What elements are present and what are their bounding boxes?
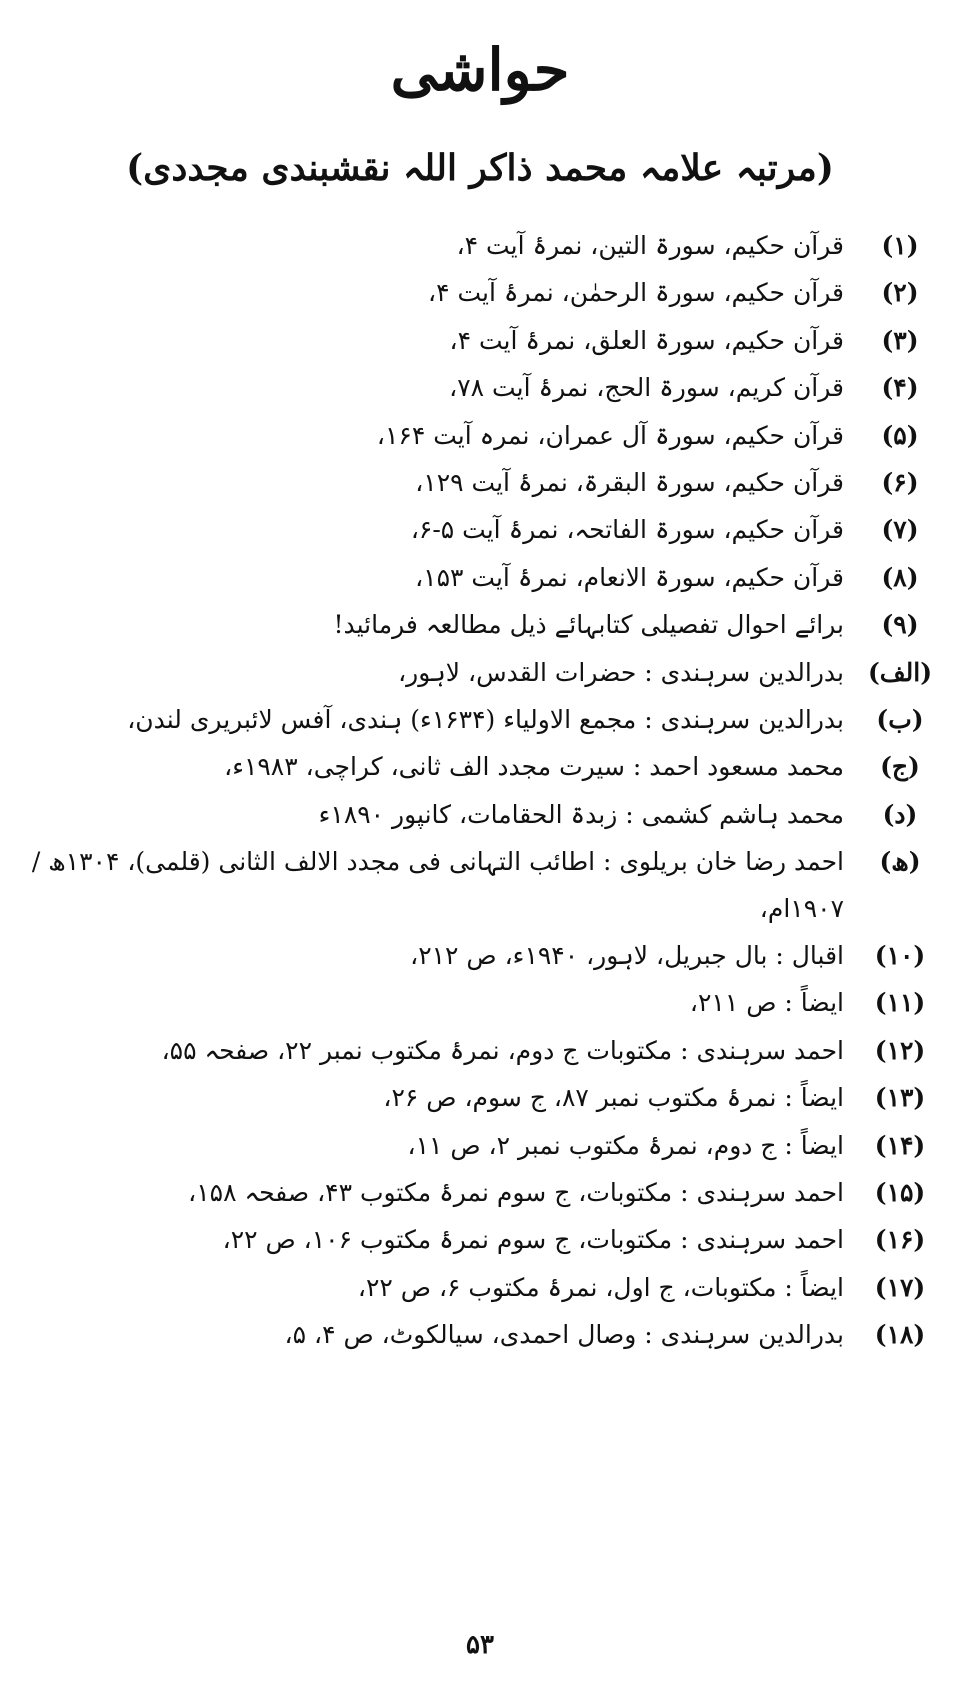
footnote-item bbox=[12, 979, 942, 1026]
footnote-item bbox=[12, 412, 942, 459]
footnote-number: (۱۴) bbox=[874, 1130, 926, 1160]
footnote-text: ایضاً : ص ۲۱۱، bbox=[689, 988, 844, 1018]
footnote-number: (۳) bbox=[881, 325, 919, 355]
footnote-text: قرآن حکیم، سورۃ آل عمران، نمرہ آیت ۱۶۴، bbox=[376, 420, 844, 450]
footnote-item bbox=[12, 269, 942, 316]
footnote-number: (۴) bbox=[881, 373, 919, 403]
footnote-number: (۸) bbox=[881, 562, 919, 592]
footnote-text: قرآن حکیم، سورۃ الفاتحہ، نمرۂ آیت ۵-۶، bbox=[410, 515, 844, 545]
footnote-number: (۱۲) bbox=[874, 1035, 926, 1065]
footnote-text: قرآن کریم، سورۃ الحج، نمرۂ آیت ۷۸، bbox=[449, 373, 844, 403]
footnote-item bbox=[12, 506, 942, 553]
footnote-number: (۱۷) bbox=[874, 1272, 926, 1302]
footnote-item bbox=[12, 1311, 942, 1358]
footnote-number: (۱۵) bbox=[874, 1178, 926, 1208]
footnote-number: (۲) bbox=[881, 278, 919, 308]
footnote-number: (ھ) bbox=[879, 847, 921, 877]
footnote-text: اقبال : بال جبریل، لاہور، ۱۹۴۰ء، ص ۲۱۲، bbox=[410, 941, 844, 971]
footnote-text: محمد مسعود احمد : سیرت مجدد الف ثانی، کراچی، ۱۹۸۳ء، bbox=[224, 752, 844, 782]
footnote-text: احمد سرہندی : مکتوبات، ج سوم نمرۂ مکتوب ۴۳، صفحہ ۱۵۸، bbox=[188, 1178, 844, 1208]
page-title: حواشی bbox=[390, 36, 570, 104]
footnote-number: (۱۰) bbox=[874, 941, 926, 971]
footnote-item bbox=[12, 601, 942, 648]
footnote-text: قرآن حکیم، سورۃ الرحمٰن، نمرۂ آیت ۴، bbox=[427, 278, 844, 308]
footnote-item bbox=[12, 222, 942, 269]
footnote-number: (۱۱) bbox=[874, 988, 926, 1018]
footnote-item bbox=[12, 791, 942, 838]
footnote-text: قرآن حکیم، سورۃ الانعام، نمرۂ آیت ۱۵۳، bbox=[415, 562, 844, 592]
footnote-number: (۹) bbox=[881, 610, 919, 640]
footnote-number: (۱۸) bbox=[874, 1320, 926, 1350]
footnote-text: قرآن حکیم، سورۃ التین، نمرۂ آیت ۴، bbox=[456, 231, 844, 260]
footnote-list bbox=[12, 222, 942, 1359]
footnote-text: ایضاً : ج دوم، نمرۂ مکتوب نمبر ۲، ص ۱۱، bbox=[407, 1130, 844, 1160]
footnote-number: (د) bbox=[882, 799, 918, 829]
footnote-number: (۱۳) bbox=[874, 1083, 926, 1113]
footnote-item bbox=[12, 1027, 942, 1074]
footnote-text: ایضاً : نمرۂ مکتوب نمبر ۸۷، ج سوم، ص ۲۶، bbox=[383, 1083, 844, 1113]
footnote-text: احمد سرہندی : مکتوبات ج دوم، نمرۂ مکتوب نمبر ۲۲، صفحہ ۵۵، bbox=[161, 1035, 844, 1065]
footnote-number: (الف) bbox=[867, 657, 933, 687]
footnote-item bbox=[12, 649, 942, 696]
footnote-item bbox=[12, 317, 942, 364]
footnote-text: برائے احوال تفصیلی کتابہائے ذیل مطالعہ فرمائید! bbox=[333, 610, 844, 640]
footnote-item bbox=[12, 364, 942, 411]
footnote-text: قرآن حکیم، سورۃ البقرۃ، نمرۂ آیت ۱۲۹، bbox=[415, 467, 844, 497]
footnote-item bbox=[12, 696, 942, 743]
page-subtitle: (مرتبہ علامہ محمد ذاکر اللہ نقشبندی مجددی) bbox=[126, 147, 834, 189]
footnote-number: (ج) bbox=[880, 752, 920, 782]
footnote-number: (۵) bbox=[881, 420, 919, 450]
footnote-number: (۱۶) bbox=[874, 1225, 926, 1255]
footnote-item bbox=[12, 743, 942, 790]
footnote-item bbox=[12, 554, 942, 601]
footnote-text: محمد ہاشم کشمی : زبدۃ الحقامات، کانپور ۱۸۹۰ء bbox=[318, 799, 844, 829]
footnote-item bbox=[12, 1264, 942, 1311]
footnote-item bbox=[12, 459, 942, 506]
footnote-item bbox=[12, 1216, 942, 1263]
page-number: ۵۳ bbox=[466, 1630, 494, 1660]
footnote-item bbox=[12, 1074, 942, 1121]
footnote-item bbox=[12, 1169, 942, 1216]
footnote-text: احمد رضا خان بریلوی : اطائب التہانی فی مجدد الالف الثانی (قلمی)، ۱۳۰۴ھ / ۱۹۰۷ام، bbox=[31, 847, 844, 924]
footnote-item bbox=[12, 838, 942, 932]
footnote-text: بدرالدین سرہندی : وصال احمدی، سیالکوٹ، ص ۴، ۵، bbox=[284, 1320, 844, 1350]
footnote-text: احمد سرہندی : مکتوبات، ج سوم نمرۂ مکتوب ۱۰۶، ص ۲۲، bbox=[222, 1225, 844, 1255]
footnote-text: بدرالدین سرہندی : حضرات القدس، لاہور، bbox=[398, 657, 844, 687]
footnote-number: (۶) bbox=[881, 467, 919, 497]
footnote-number: (۱) bbox=[881, 231, 919, 260]
footnote-text: ایضاً : مکتوبات، ج اول، نمرۂ مکتوب ۶، ص ۲۲، bbox=[357, 1272, 844, 1302]
footnote-item bbox=[12, 932, 942, 979]
footnote-text: قرآن حکیم، سورۃ العلق، نمرۂ آیت ۴، bbox=[449, 325, 844, 355]
footnote-text: بدرالدین سرہندی : مجمع الاولیاء (۱۶۳۴ء) ہندی، آفس لائبریری لندن، bbox=[127, 704, 844, 734]
footnote-number: (ب) bbox=[876, 704, 924, 734]
footnote-item bbox=[12, 1122, 942, 1169]
footnote-number: (۷) bbox=[881, 515, 919, 545]
